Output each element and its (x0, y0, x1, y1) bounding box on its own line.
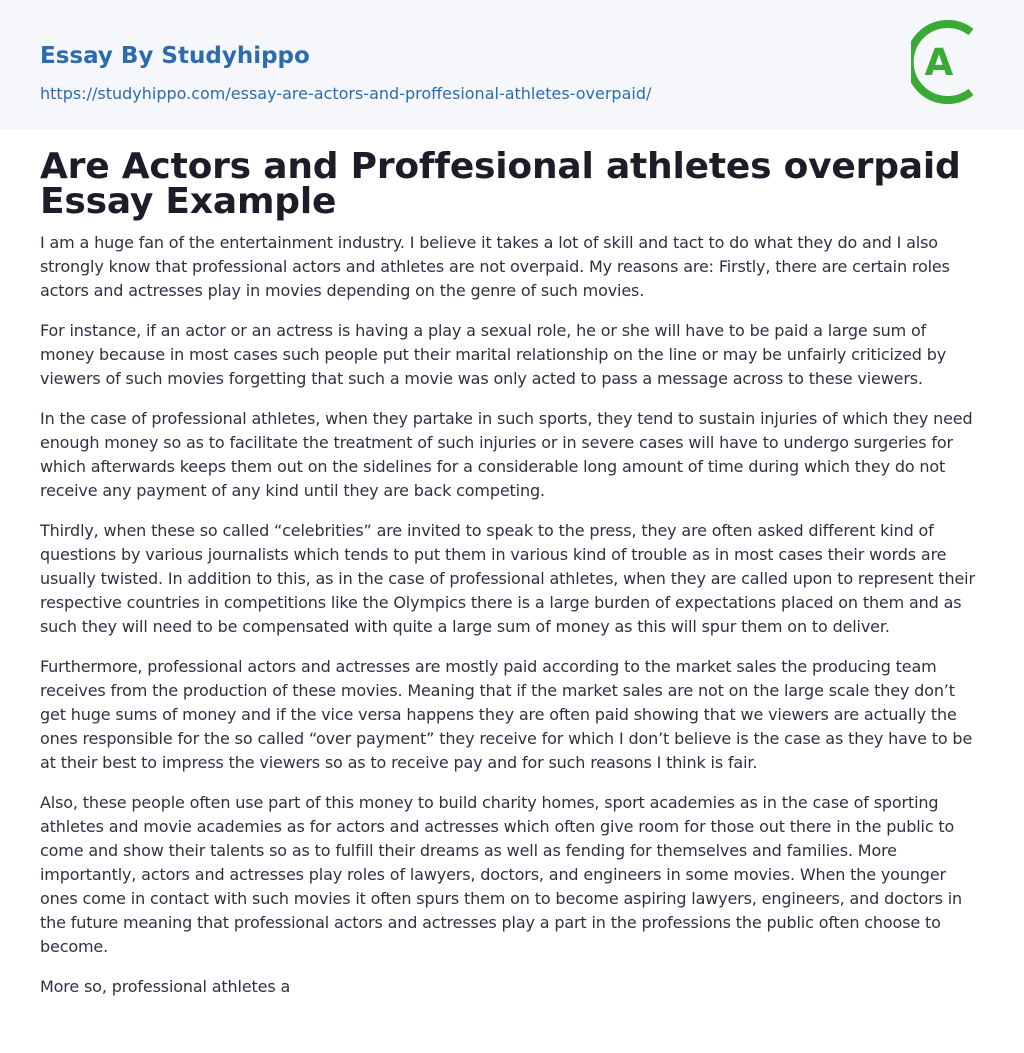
studyhippo-logo-icon[interactable] (911, 18, 987, 106)
essay-content (0, 129, 1024, 999)
page-title: Are Actors and Proffesional athletes overpaid Essay Example (40, 146, 961, 222)
essay-paragraph: Also, these people often use part of this money to build charity homes, sport academies as in the case of sporting athletes and movie academies as for actors and actresses which often give room for those out there in the public to come and show their talents so as to fulfill their dreams as well as fending for themselves and families. More importantly, actors and actresses play roles of lawyers, doctors, and engineers in some movies. When the younger ones come in contact with such movies it often spurs them on to become aspiring lawyers, engineers, and doctors in the future meaning that professional actors and actresses play a part in the professions the public often choose to become. (40, 793, 962, 956)
brand-title[interactable]: Essay By Studyhippo (40, 43, 310, 69)
essay-paragraph-truncated: More so, professional athletes a (40, 977, 291, 996)
source-url-link[interactable]: https://studyhippo.com/essay-are-actors-and-proffesional-athletes-overpaid/ (40, 84, 652, 103)
logo-letter: A (924, 41, 954, 84)
essay-paragraph: In the case of professional athletes, when they partake in such sports, they tend to sustain injuries of which they need enough money so as to facilitate the treatment of such injuries or in severe cases will have to undergo surgeries for which afterwards keeps them out on the sidelines for a considerable long amount of time during which they do not receive any payment of any kind until they are back competing. (40, 409, 973, 500)
site-header (0, 0, 1024, 129)
essay-paragraph: Thirdly, when these so called “celebrities” are invited to speak to the press, they are often asked different kind of questions by various journalists which tends to put them in various kind of trouble as in most cases their words are usually twisted. In addition to this, as in the case of professional athletes, when they are called upon to represent their respective countries in competitions like the Olympics there is a large burden of expectations placed on them and as such they will need to be compensated with quite a large sum of money as this will spur them on to deliver. (40, 521, 975, 636)
essay-paragraph: I am a huge fan of the entertainment industry. I believe it takes a lot of skill and tact to do what they do and I also strongly know that professional actors and athletes are not overpaid. My reasons are: Firstly, there are certain roles actors and actresses play in movies depending on the genre of such movies. (40, 233, 950, 300)
essay-paragraph: Furthermore, professional actors and actresses are mostly paid according to the market sales the producing team receives from the production of these movies. Meaning that if the market sales are not on the large scale they don’t get huge sums of money and if the vice versa happens they are often paid showing that we viewers are actually the ones responsible for the so called “over payment” they receive for which I don’t believe is the case as they have to be at their best to impress the viewers so as to receive pay and for such reasons I think is fair. (40, 657, 973, 772)
essay-paragraph: For instance, if an actor or an actress is having a play a sexual role, he or she will have to be paid a large sum of money because in most cases such people put their marital relationship on the line or may be unfairly criticized by viewers of such movies forgetting that such a movie was only acted to pass a message across to these viewers. (40, 321, 947, 388)
